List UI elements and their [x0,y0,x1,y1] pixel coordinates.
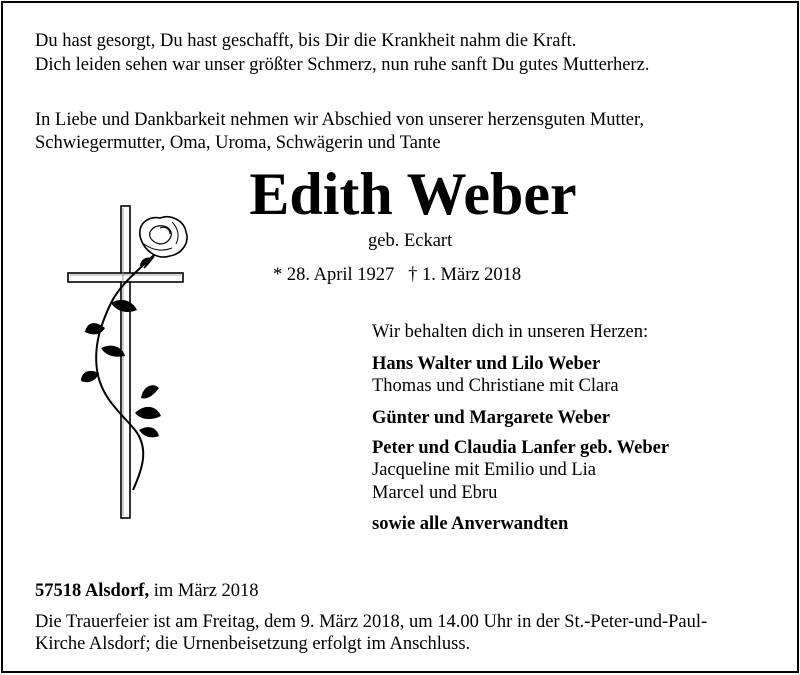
family-line-6: Marcel und Ebru [372,483,498,503]
family-line-5: Jacqueline mit Emilio und Lia [372,460,597,480]
place: 57518 Alsdorf, [35,581,150,601]
deceased-name: Edith Weber [249,161,577,227]
family-line-1: Hans Walter und Lilo Weber [372,354,601,374]
life-dates: * 28. April 1927 † 1. März 2018 [273,265,522,285]
ceremony-line-2: Kirche Alsdorf; die Urnenbeisetzung erfolgt im Anschluss. [35,634,471,654]
family-line-2: Thomas und Christiane mit Clara [372,376,619,396]
verse-line-2: Dich leiden sehen war unser größter Schmerz, nun ruhe sanft Du gutes Mutterherz. [35,55,650,75]
obituary-notice [1,1,799,673]
verse-line-1: Du hast gesorgt, Du hast geschafft, bis Dir die Krankheit nahm die Kraft. [35,31,577,51]
intro-line-1: In Liebe und Dankbarkeit nehmen wir Abschied von unserer herzensguten Mutter, [35,110,645,130]
place-date [35,580,259,602]
date: im März 2018 [149,581,259,601]
family-line-4: Peter und Claudia Lanfer geb. Weber [372,438,670,458]
intro-line-2: Schwiegermutter, Oma, Uroma, Schwägerin und Tante [35,133,441,153]
family-heading: Wir behalten dich in unseren Herzen: [372,322,649,342]
ceremony-line-1: Die Trauerfeier ist am Freitag, dem 9. März 2018, um 14.00 Uhr in der St.-Peter-und-Paul- [35,612,708,632]
family-line-3: Günter und Margarete Weber [372,408,610,428]
cross-with-rose-illustration [61,198,196,528]
family-line-7: sowie alle Anverwandten [372,514,569,534]
maiden-name: geb. Eckart [368,231,453,251]
